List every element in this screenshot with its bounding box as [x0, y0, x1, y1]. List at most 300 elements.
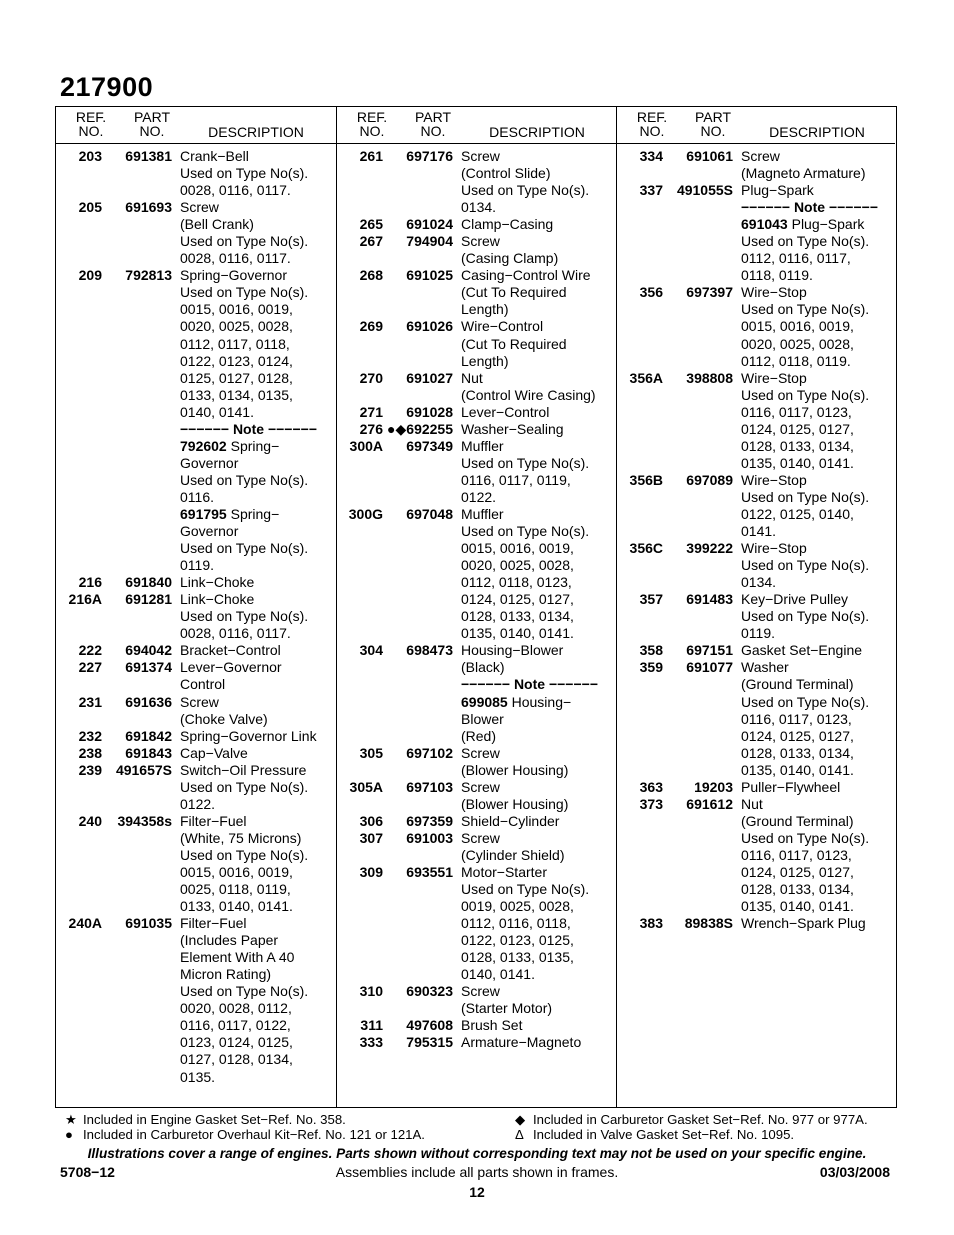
ref-number: 305A — [349, 778, 383, 795]
part-number — [663, 182, 733, 284]
ref-number: 222 — [78, 642, 102, 659]
description-line: Cap−Valve — [180, 744, 248, 761]
description-line: Used on Type No(s). — [461, 182, 590, 199]
part-number — [663, 779, 733, 796]
part-description — [461, 216, 611, 233]
description-line: Used on Type No(s). — [180, 608, 309, 625]
description-line: (Cut To Required — [461, 335, 567, 352]
ref-number: 358 — [639, 642, 663, 659]
diamond-icon: ◆ — [515, 1112, 526, 1127]
description-line: Used on Type No(s). — [180, 540, 309, 557]
part-number — [102, 762, 172, 813]
kit-marker-icon: ●◆ — [387, 420, 407, 437]
description-line: (Starter Motor) — [461, 1000, 553, 1017]
ref-number: 269 — [359, 318, 383, 335]
part-description — [180, 148, 330, 199]
part-number — [102, 728, 172, 745]
part-description — [461, 506, 611, 642]
part-description — [461, 813, 611, 830]
part-number-value: 691843 — [125, 744, 172, 761]
dot-icon: ● — [65, 1127, 73, 1142]
part-number-value: 697176 — [406, 148, 453, 164]
description-line: 0028, 0116, 0117. — [180, 625, 291, 642]
part-number-value: 693551 — [406, 863, 453, 880]
part-description — [180, 694, 330, 728]
description-line: −−−−−− Note −−−−−− — [180, 420, 317, 437]
part-description — [741, 642, 891, 659]
part-description — [180, 659, 330, 693]
description-line: 0015, 0016, 0019, — [741, 318, 854, 335]
part-number — [663, 540, 733, 591]
ref-number: 304 — [359, 642, 383, 659]
document-code: 5708−12 — [60, 1164, 115, 1180]
footnote-valve-gasket: Δ Included in Valve Gasket Set−Ref. No. 1095. — [515, 1127, 795, 1142]
part-number — [383, 779, 453, 813]
part-description — [741, 915, 891, 932]
part-number — [383, 745, 453, 779]
ref-number: 265 — [359, 216, 383, 233]
part-row — [337, 983, 616, 1017]
description-line: 0134. — [741, 574, 777, 591]
description-line: Governor — [180, 523, 239, 540]
part-number-value: 691027 — [406, 369, 453, 386]
part-description — [180, 267, 330, 574]
description-line: Nut — [461, 369, 483, 386]
description-line: 0020, 0025, 0028, — [741, 335, 854, 352]
description-line: Muffler — [461, 505, 504, 522]
description-line: Length) — [461, 301, 509, 318]
description-line: Used on Type No(s). — [461, 454, 590, 471]
description-line: 0116, 0117, 0122, — [180, 1017, 291, 1034]
part-description — [180, 813, 330, 915]
part-number — [383, 1034, 453, 1051]
ref-number: 300G — [348, 505, 383, 522]
description-line: 0112, 0116, 0117, — [741, 250, 851, 267]
footnote-engine-gasket: ★ Included in Engine Gasket Set−Ref. No. 358. — [65, 1112, 346, 1127]
description-line: 0141. — [741, 523, 777, 540]
part-description — [180, 762, 330, 813]
part-description — [461, 745, 611, 779]
ref-number: 357 — [639, 591, 663, 608]
ref-no-header: REF. NO. — [356, 109, 388, 139]
description-line: 0119. — [741, 625, 775, 642]
part-number — [663, 642, 733, 659]
part-description — [741, 659, 891, 778]
part-number-value: 691636 — [125, 693, 172, 710]
description-line: 0135, 0140, 0141. — [461, 625, 574, 642]
part-number — [663, 284, 733, 369]
description-line: 0112, 0118, 0119. — [741, 352, 851, 369]
ref-number: 359 — [639, 659, 663, 676]
part-row — [617, 591, 895, 642]
part-number-value: 691003 — [406, 829, 453, 846]
part-number — [663, 915, 733, 932]
part-number-value: 795315 — [406, 1034, 453, 1051]
part-row — [617, 796, 895, 915]
ref-number: 232 — [78, 727, 102, 744]
description-line: Blower — [461, 710, 504, 727]
part-row — [337, 216, 616, 233]
description-line: Used on Type No(s). — [180, 284, 309, 301]
description-line: Element With A 40 — [180, 949, 295, 966]
parts-list — [337, 148, 616, 1051]
description-line: 699085 Housing− — [461, 693, 572, 710]
ref-number: 383 — [639, 915, 663, 932]
part-description — [461, 1017, 611, 1034]
part-number-value: 697349 — [406, 437, 453, 454]
part-number-value: 691025 — [406, 267, 453, 284]
description-line: Spring−Governor Link — [180, 727, 317, 744]
description-line: (Cut To Required — [461, 284, 567, 301]
description-line: 0140, 0141. — [461, 966, 535, 983]
part-row — [617, 370, 895, 472]
part-number-value: 691035 — [125, 915, 172, 932]
footnote-carburetor-kit: ● Included in Carburetor Overhaul Kit−Ref. No. 121 or 121A. — [65, 1127, 425, 1142]
description-line: (Magneto Armature) — [741, 165, 866, 182]
part-no-header: PART NO. — [694, 109, 732, 139]
description-line: Control — [180, 676, 226, 693]
part-row — [337, 148, 616, 216]
ref-number: 311 — [360, 1017, 383, 1034]
ref-number: 240 — [78, 812, 102, 829]
part-number — [102, 267, 172, 574]
description-line: 691043 Plug−Spark — [741, 216, 865, 233]
part-description — [461, 404, 611, 421]
part-number-value: 491657S — [115, 761, 172, 778]
part-row — [56, 642, 336, 659]
description-line: Lever−Governor — [180, 659, 282, 676]
part-description — [741, 182, 891, 284]
description-line: Screw — [461, 829, 500, 846]
description-line: 0015, 0016, 0019, — [180, 863, 293, 880]
part-number — [383, 216, 453, 233]
description-line: Used on Type No(s). — [180, 778, 309, 795]
description-header: DESCRIPTION — [489, 124, 585, 140]
description-line: (Red) — [461, 727, 497, 744]
part-row — [56, 267, 336, 574]
description-line: Link−Choke — [180, 591, 255, 608]
part-description — [180, 642, 330, 659]
ref-no-header: REF. NO. — [636, 109, 668, 139]
part-number-value: 691028 — [406, 403, 453, 420]
part-number-value: 691612 — [686, 795, 733, 812]
description-line: 0134. — [461, 199, 497, 216]
part-number — [102, 813, 172, 915]
part-number-value: 497608 — [406, 1017, 453, 1034]
description-line: 0128, 0133, 0134, — [741, 437, 854, 454]
description-line: 0015, 0016, 0019, — [180, 301, 293, 318]
description-line: Wire−Stop — [741, 540, 807, 557]
part-description — [461, 642, 611, 744]
ref-number: 356A — [629, 369, 663, 386]
description-line: 0116, 0117, 0123, — [741, 403, 852, 420]
part-description — [180, 745, 330, 762]
description-line: 792602 Spring− — [180, 437, 280, 454]
description-line: −−−−−− Note −−−−−− — [461, 676, 598, 693]
ref-number: 334 — [639, 148, 663, 164]
description-line: 0020, 0028, 0112, — [180, 1000, 292, 1017]
ref-number: 309 — [359, 863, 383, 880]
part-row — [56, 591, 336, 642]
part-row — [617, 472, 895, 540]
description-line: (Choke Valve) — [180, 710, 268, 727]
ref-number: 333 — [359, 1034, 383, 1051]
description-line: 0125, 0127, 0128, — [180, 369, 293, 386]
description-line: Brush Set — [461, 1017, 523, 1034]
description-line: Used on Type No(s). — [741, 386, 870, 403]
description-line: 0124, 0125, 0127, — [741, 420, 854, 437]
description-line: 0128, 0133, 0134, — [741, 744, 854, 761]
part-number-value: 398808 — [686, 369, 733, 386]
part-number-value: 691077 — [686, 659, 733, 676]
description-line: 0135, 0140, 0141. — [741, 761, 854, 778]
column-header — [337, 107, 616, 144]
part-number — [383, 642, 453, 744]
description-line: Filter−Fuel — [180, 915, 247, 932]
description-line: 0116, 0117, 0123, — [741, 710, 852, 727]
ref-number: 240A — [68, 915, 102, 932]
assembly-note: Assemblies include all parts shown in frames. — [335, 1164, 619, 1180]
description-line: Spring−Governor — [180, 267, 288, 284]
part-number — [383, 267, 453, 318]
ref-number: 231 — [78, 693, 102, 710]
part-number — [663, 370, 733, 472]
part-number — [102, 591, 172, 642]
description-line: 0122, 0123, 0125, — [461, 932, 574, 949]
part-no-header: PART NO. — [133, 109, 171, 139]
description-line: Filter−Fuel — [180, 812, 247, 829]
part-row — [337, 745, 616, 779]
part-number-value: 691024 — [406, 216, 453, 233]
part-row — [617, 148, 895, 182]
part-number — [383, 830, 453, 864]
part-number-value: 697359 — [406, 812, 453, 829]
part-description — [180, 574, 330, 591]
description-line: (Blower Housing) — [461, 761, 569, 778]
part-row — [337, 404, 616, 421]
part-description — [461, 370, 611, 404]
ref-no-header: REF. NO. — [75, 109, 107, 139]
description-line: Plug−Spark — [741, 182, 814, 199]
ref-number: 216A — [68, 591, 102, 608]
part-row — [617, 182, 895, 284]
description-line: Screw — [180, 693, 219, 710]
part-number-value: 691483 — [686, 591, 733, 608]
part-row — [617, 915, 895, 932]
description-line: Used on Type No(s). — [741, 693, 870, 710]
description-line: Switch−Oil Pressure — [180, 761, 307, 778]
description-line: 0116, 0117, 0119, — [461, 471, 571, 488]
part-row — [617, 642, 895, 659]
disclaimer: Illustrations cover a range of engines. Parts shown without corresponding text may not be used on your specific engine. — [87, 1146, 867, 1161]
description-line: 0020, 0025, 0028, — [461, 557, 574, 574]
description-line: Washer−Sealing — [461, 420, 564, 437]
part-number-value: 694042 — [125, 642, 172, 659]
description-line: Used on Type No(s). — [180, 471, 309, 488]
part-number-value: 792813 — [125, 267, 172, 284]
part-row — [617, 540, 895, 591]
part-row — [56, 694, 336, 728]
description-line: Wire−Stop — [741, 284, 807, 301]
part-row — [56, 915, 336, 1085]
description-line: Casing−Control Wire — [461, 267, 591, 284]
description-line: Wire−Stop — [741, 369, 807, 386]
description-line: (Blower Housing) — [461, 795, 569, 812]
part-number-value: 697048 — [406, 505, 453, 522]
part-description — [741, 591, 891, 642]
part-number — [383, 813, 453, 830]
part-description — [461, 1034, 611, 1051]
part-description — [741, 148, 891, 182]
description-line: 0135. — [180, 1068, 216, 1085]
description-line: 0135, 0140, 0141. — [741, 454, 854, 471]
description-line: −−−−−− Note −−−−−− — [741, 199, 878, 216]
description-line: (Ground Terminal) — [741, 812, 854, 829]
part-number — [102, 642, 172, 659]
part-number-value: 691061 — [686, 148, 733, 164]
part-number-value: 697151 — [686, 642, 733, 659]
description-line: Wire−Stop — [741, 471, 807, 488]
part-number — [663, 796, 733, 915]
description-line: Screw — [461, 744, 500, 761]
part-number-value: 89838S — [684, 915, 733, 932]
part-number — [383, 148, 453, 216]
part-number-value: 691374 — [125, 659, 172, 676]
part-description — [741, 370, 891, 472]
description-line: 0020, 0025, 0028, — [180, 318, 293, 335]
part-number — [383, 438, 453, 506]
description-header: DESCRIPTION — [208, 124, 304, 140]
part-row — [337, 813, 616, 830]
part-number-value: 19203 — [694, 778, 733, 795]
description-line: Screw — [180, 199, 219, 216]
description-line: Housing−Blower — [461, 642, 564, 659]
description-line: 0128, 0133, 0134, — [461, 608, 574, 625]
part-number-value: 697102 — [406, 744, 453, 761]
page-title: 217900 — [60, 72, 154, 102]
description-line: Screw — [461, 233, 500, 250]
description-line: Puller−Flywheel — [741, 778, 841, 795]
star-icon: ★ — [65, 1112, 77, 1127]
description-line: 0133, 0134, 0135, — [180, 386, 293, 403]
description-line: 0019, 0025, 0028, — [461, 898, 574, 915]
description-line: Length) — [461, 352, 509, 369]
description-line: 0122, 0125, 0140, — [741, 505, 854, 522]
parts-list — [56, 148, 336, 1086]
description-line: Used on Type No(s). — [741, 488, 870, 505]
part-description — [741, 540, 891, 591]
part-description — [461, 438, 611, 506]
description-line: Key−Drive Pulley — [741, 591, 848, 608]
part-row — [56, 813, 336, 915]
description-line: 0123, 0124, 0125, — [180, 1034, 293, 1051]
description-line: Used on Type No(s). — [180, 846, 309, 863]
part-number-value: 691842 — [125, 727, 172, 744]
ref-number: 227 — [78, 659, 102, 676]
ref-number: 356 — [639, 284, 663, 301]
description-line: 0135, 0140, 0141. — [741, 898, 854, 915]
part-description — [461, 421, 611, 438]
part-number — [102, 659, 172, 693]
description-line: Screw — [741, 148, 780, 164]
description-line: Used on Type No(s). — [461, 881, 590, 898]
ref-number: 238 — [78, 744, 102, 761]
description-line: (Cylinder Shield) — [461, 846, 565, 863]
part-row — [56, 745, 336, 762]
description-line: Used on Type No(s). — [741, 608, 870, 625]
part-number — [663, 659, 733, 778]
ref-number: 276 — [359, 420, 383, 437]
part-number-value: 691026 — [406, 318, 453, 335]
description-line: 0118, 0119. — [741, 267, 813, 284]
part-row — [56, 659, 336, 693]
description-line: 0140, 0141. — [180, 403, 254, 420]
description-line: 0122, 0123, 0124, — [180, 352, 293, 369]
part-number-value: 394358s — [117, 812, 172, 829]
description-line: Gasket Set−Engine — [741, 642, 863, 659]
part-number-value: 691693 — [125, 199, 172, 216]
part-number-value: 697103 — [406, 778, 453, 795]
part-description — [180, 591, 330, 642]
part-row — [337, 642, 616, 744]
description-line: Used on Type No(s). — [461, 523, 590, 540]
part-number-value: 691840 — [125, 574, 172, 591]
part-description — [741, 472, 891, 540]
part-description — [180, 915, 330, 1085]
part-row — [337, 779, 616, 813]
document-date: 03/03/2008 — [819, 1164, 890, 1180]
part-row — [337, 1017, 616, 1034]
description-line: 0112, 0116, 0118, — [461, 915, 571, 932]
part-row — [56, 762, 336, 813]
description-line: Muffler — [461, 437, 504, 454]
description-line: 0028, 0116, 0117. — [180, 250, 291, 267]
description-line: 0116, 0117, 0123, — [741, 846, 852, 863]
part-row — [56, 728, 336, 745]
footnote-carburetor-gasket: ◆ Included in Carburetor Gasket Set−Ref. No. 977 or 977A. — [515, 1112, 868, 1127]
part-number-value: 690323 — [406, 983, 453, 1000]
part-description — [461, 830, 611, 864]
part-number — [102, 694, 172, 728]
part-number — [102, 148, 172, 199]
part-number — [383, 318, 453, 369]
part-number-value: 491055S — [676, 182, 733, 199]
part-description — [180, 199, 330, 267]
part-number — [663, 148, 733, 182]
part-row — [337, 438, 616, 506]
part-number — [383, 1017, 453, 1034]
column-header — [56, 107, 336, 144]
description-line: 0112, 0118, 0123, — [461, 574, 572, 591]
part-row — [337, 864, 616, 983]
part-description — [461, 267, 611, 318]
part-number — [663, 472, 733, 540]
ref-number: 356C — [629, 540, 663, 557]
description-line: 0124, 0125, 0127, — [461, 591, 574, 608]
part-number-value: 691281 — [125, 591, 172, 608]
part-description — [741, 779, 891, 796]
description-line: 0124, 0125, 0127, — [741, 863, 854, 880]
description-line: Governor — [180, 454, 239, 471]
ref-number: 261 — [359, 148, 383, 164]
ref-number: 271 — [359, 403, 383, 420]
part-no-header: PART NO. — [414, 109, 452, 139]
description-line: 0124, 0125, 0127, — [741, 727, 854, 744]
parts-column-1 — [56, 107, 336, 1107]
ref-number: 268 — [359, 267, 383, 284]
part-row — [56, 574, 336, 591]
part-row — [337, 1034, 616, 1051]
